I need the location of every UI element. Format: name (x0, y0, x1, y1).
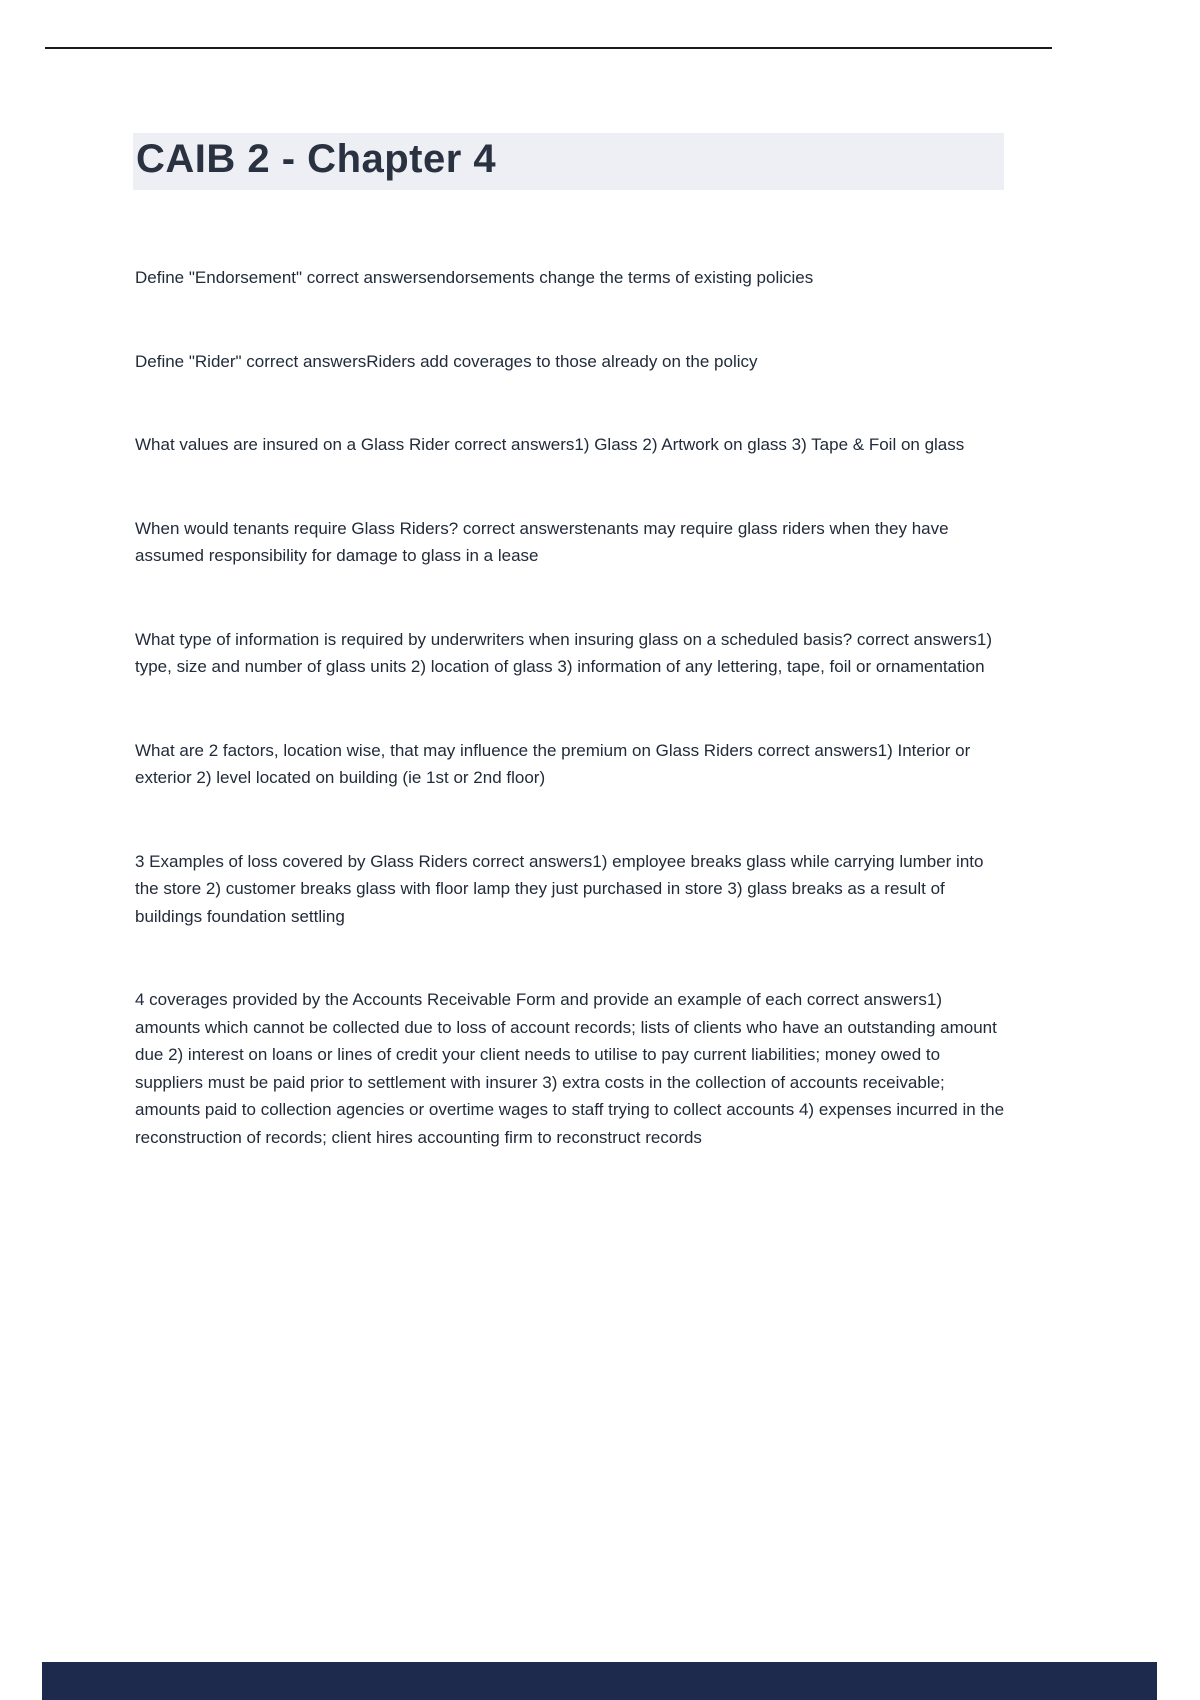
qa-paragraph: Define "Endorsement" correct answersendorsements change the terms of existing policies (135, 268, 814, 287)
qa-paragraph: When would tenants require Glass Riders? correct answerstenants may require glass riders when they have assumed responsibility for damage to glass in a lease (135, 518, 949, 565)
qa-paragraph: Define "Rider" correct answersRiders add coverages to those already on the policy (135, 351, 758, 371)
footer-bar (42, 1662, 1157, 1700)
qa-paragraph: What type of information is required by underwriters when insuring glass on a scheduled basis? correct answers1) type, size and number of glass units 2) location of glass 3) information of any lettering, tape, foil or ornamentation (135, 629, 993, 676)
qa-paragraph: What are 2 factors, location wise, that may influence the premium on Glass Riders correct answers1) Interior or exterior 2) level located on building (ie 1st or 2nd floor) (135, 740, 971, 787)
qa-content (135, 264, 1009, 1207)
qa-paragraph: 4 coverages provided by the Accounts Receivable Form and provide an example of each correct answers1) amounts which cannot be collected due to loss of account records; lists of clients who have an outstanding amount due 2) interest on loans or lines of credit your client needs to utilise to pay current liabilities; money owed to suppliers must be paid prior to settlement with insurer 3) extra costs in the collection of accounts receivable; amounts paid to collection agencies or overtime wages to staff trying to collect accounts 4) expenses incurred in the reconstruction of records; client hires accounting firm to reconstruct records (135, 990, 1005, 1147)
qa-paragraph: What values are insured on a Glass Rider correct answers1) Glass 2) Artwork on glass 3) Tape & Foil on glass (135, 435, 965, 454)
page-title: CAIB 2 - Chapter 4 (133, 133, 1004, 190)
top-divider (45, 47, 1052, 49)
qa-paragraph: 3 Examples of loss covered by Glass Riders correct answers1) employee breaks glass while carrying lumber into the store 2) customer breaks glass with floor lamp they just purchased in store 3) glass breaks as a result of buildings foundation settling (135, 851, 984, 926)
